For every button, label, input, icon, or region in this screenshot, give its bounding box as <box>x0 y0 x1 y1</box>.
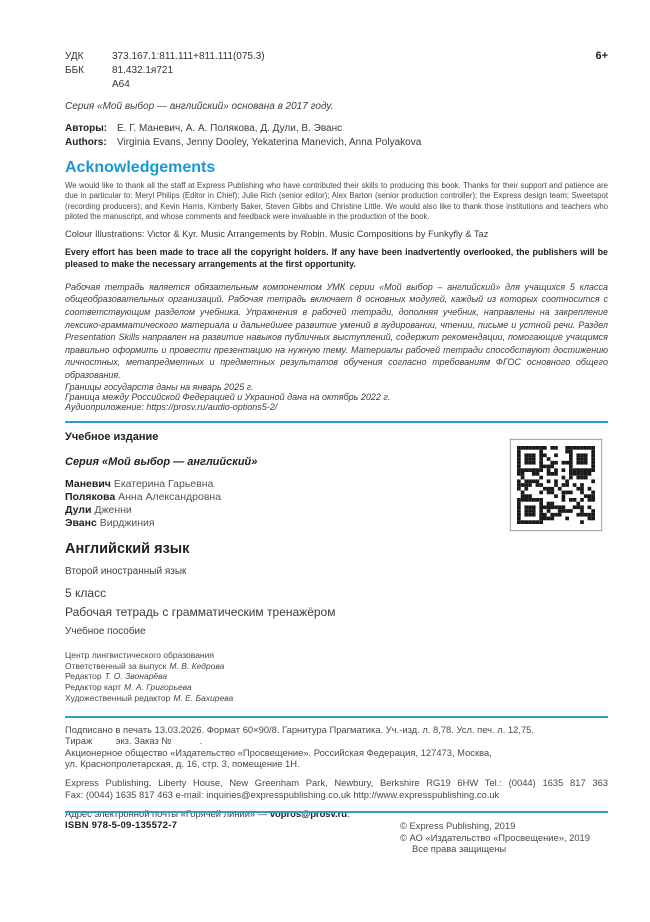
acknowledgements-body: We would like to thank all the staff at Express Publishing who have contributed their skills to producing this book. Thanks for their support and patience are due in particular to: Meryl Philips (Editor in Chief); Julie Rich (senior editor); Alex Barton (senior production controller); the Express design team; Sweetspot (recording producers); and Kevin Harris, Kimberly Baker, Steven Gibbs and Christine Little. We would also like to thank those institutions and teachers who piloted the manuscript, and whose comments and feedback were invaluable in the production of the book. <box>65 181 608 222</box>
edition-type-label: Учебное издание <box>65 430 159 443</box>
tirazh-line: Тираж экз. Заказ № . <box>65 735 203 747</box>
borders-note-2: Граница между Российской Федерацией и Украиной дана на октябрь 2022 г. <box>65 391 391 402</box>
staff-name: М. Е. Бахирева <box>173 692 234 703</box>
udk-line <box>65 50 265 64</box>
series-founding-note: Серия «Мой выбор — английский» основана в 2017 году. <box>65 101 334 112</box>
staff-name: Т. О. Звонарёва <box>104 671 168 682</box>
rights-reserved: Все права защищены <box>412 843 507 855</box>
age-rating-badge: 6+ <box>595 50 608 62</box>
index-line <box>65 78 265 92</box>
authors-en-label: Authors: <box>65 137 107 148</box>
hotline-prefix: Адрес электронной почты «Горячей линии» — <box>65 808 270 820</box>
udk-value: 373.167.1:811.111+811.111(075.3) <box>112 51 265 62</box>
author-surname: Дули <box>65 503 92 516</box>
staff-role: Редактор <box>65 671 102 682</box>
edition-kind-label: Учебное пособие <box>65 625 146 637</box>
staff-line <box>65 671 608 682</box>
author-surname: Полякова <box>65 490 116 503</box>
express-address-line2: Fax: (0044) 1635 817 463 e-mail: inquiries@expresspublishing.co.uk http://www.expresspublishing.co.uk <box>65 788 500 800</box>
bbk-line <box>65 64 265 78</box>
author-given: Екатерина Гарьевна <box>113 477 214 490</box>
isbn-number: ISBN 978-5-09-135572-7 <box>65 820 178 831</box>
author-given: Дженни <box>94 503 132 516</box>
hotline-email[interactable]: vopros@prosv.ru <box>269 808 348 820</box>
publisher-address-line1: Акционерное общество «Издательство «Просвещение». Российская Федерация, 127473, Москва, <box>65 746 492 758</box>
authors-ru-label: Авторы: <box>65 123 108 134</box>
author-given: Анна Александровна <box>118 490 222 503</box>
staff-line <box>65 682 608 693</box>
authors-ru-names: Е. Г. Маневич, А. А. Полякова, Д. Дули, В. Эванс <box>117 123 343 134</box>
annotation-paragraph: Рабочая тетрадь является обязательным компонентом УМК серии «Мой выбор – английский» для учащихся 5 класса общеобразовательных организаций. Рабочая тетрадь включает 8 основных модулей, каждый из которых соотносится с соответствующим разделом учебника. Упражнения в рабочей тетради, дополняя учебник, направлены на закрепление лексико-грамматического материала и дальнейшее развитие умений в аудировании, чтении, письме и устной речи. Раздел Presentation Skills направлен на развитие навыков публичных выступлений, содержит рекомендации, помогающие учащимся правильно оформить и провести презентацию на нужную тему. Материалы рабочей тетради способствуют достижению личностных, метапредметных и предметных результатов обучения согласно требованиям ФГОС основного общего образования. <box>65 281 608 380</box>
editorial-staff-block <box>65 650 608 704</box>
biblio-block <box>65 50 608 92</box>
biblio-codes <box>65 50 265 92</box>
staff-name: М. В. Кедрова <box>169 660 225 671</box>
section-divider-middle <box>65 716 608 718</box>
qr-code <box>510 439 602 531</box>
second-language-subtitle: Второй иностранный язык <box>65 565 187 577</box>
acknowledgements-title: Acknowledgements <box>65 159 216 176</box>
udk-label: УДК <box>65 51 84 62</box>
bbk-label: ББК <box>65 65 84 76</box>
staff-line <box>65 693 608 704</box>
section-divider-bottom <box>65 811 608 813</box>
author-surname: Маневич <box>65 477 111 490</box>
staff-role: Редактор карт <box>65 682 122 693</box>
author-index-code: А64 <box>112 79 130 90</box>
staff-role: Ответственный за выпуск <box>65 660 167 671</box>
authors-en-names: Virginia Evans, Jenny Dooley, Yekaterina Manevich, Anna Polyakova <box>117 137 422 148</box>
hotline-suffix: . <box>347 808 350 820</box>
print-info-line: Подписано в печать 13.03.2026. Формат 60×90/8. Гарнитура Прагматика. Уч.-изд. л. 8,78. Усл. печ. л. 12,75. <box>65 723 534 735</box>
bbk-value: 81.432.1я721 <box>112 65 174 76</box>
copyright-prosveshchenie: © АО «Издательство «Просвещение», 2019 <box>400 831 590 843</box>
grade-label: 5 класс <box>65 585 107 600</box>
audio-supplement-link[interactable]: Аудиоприложение: https://prosv.ru/audio-options5-2/ <box>65 402 278 413</box>
edition-section <box>65 431 608 704</box>
express-publishing-block <box>65 777 608 800</box>
author-given: Вирджиния <box>99 516 155 529</box>
staff-role: Художественный редактор <box>65 692 171 703</box>
copyright-notice: Every effort has been made to trace all the copyright holders. If any have been inadvertently overlooked, the publishers will be pleased to make the necessary arrangements at the first opportunity. <box>65 246 608 270</box>
staff-role: Центр лингвистического образования <box>65 649 214 660</box>
copyright-express: © Express Publishing, 2019 <box>400 820 516 831</box>
staff-line <box>65 650 608 661</box>
author-surname: Эванс <box>65 516 97 529</box>
illustration-credits: Colour Illustrations: Victor & Kyr. Music Arrangements by Robin. Music Compositions by Funkyfly & Taz <box>65 228 489 239</box>
footer-row <box>65 820 608 855</box>
copyright-block <box>400 820 608 855</box>
staff-name: М. А. Григорьева <box>124 682 192 693</box>
authors-ru-line <box>65 122 608 136</box>
express-address-line1: Express Publishing. Liberty House, New Greenham Park, Newbury, Berkshire RG19 6HW Tel.: (0044) 1635 817 363 <box>65 777 608 789</box>
series-title: Серия «Мой выбор — английский» <box>65 455 258 468</box>
book-type-label: Рабочая тетрадь с грамматическим тренажёром <box>65 604 336 619</box>
authors-block <box>65 122 608 150</box>
borders-note-1: Границы государств даны на январь 2025 г. <box>65 381 254 392</box>
staff-line <box>65 661 608 672</box>
footer-section <box>65 811 608 855</box>
authors-en-line <box>65 136 608 150</box>
print-imprint-block <box>65 724 608 770</box>
section-divider-top <box>65 421 608 423</box>
subject-title: Английский язык <box>65 540 190 557</box>
publisher-address-line2: ул. Краснопролетарская, д. 16, стр. 3, помещение 1Н. <box>65 757 300 769</box>
